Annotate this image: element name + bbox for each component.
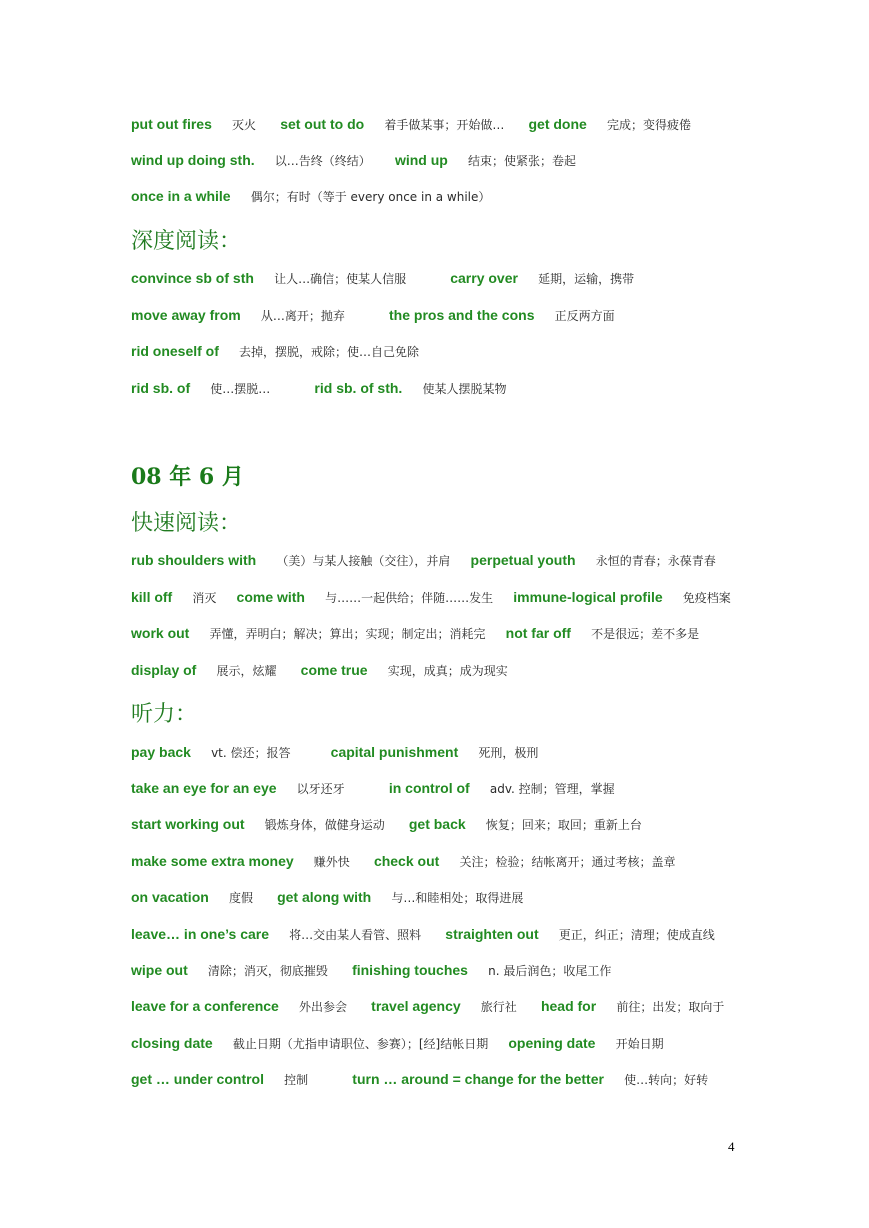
vocab-line [131, 961, 611, 981]
chinese-meaning: 结束；使紧张；卷起 [467, 154, 576, 168]
english-phrase: rid sb. of sth. [314, 380, 403, 396]
vocab-line [131, 1070, 708, 1090]
english-phrase: travel agency [371, 998, 461, 1014]
vocab-line [131, 743, 538, 763]
english-phrase: wind up doing sth. [131, 152, 255, 168]
chinese-meaning: 死刑，极刑 [478, 746, 539, 760]
english-phrase: pay back [131, 744, 191, 760]
english-phrase: leave… in one’s care [131, 926, 269, 942]
chinese-meaning: n. 最后润色；收尾工作 [488, 964, 612, 978]
chinese-meaning: 去掉，摆脱，戒除；使…自己免除 [239, 345, 420, 359]
chinese-meaning: 灭火 [232, 118, 257, 132]
english-phrase: get along with [277, 889, 372, 905]
vocab-line [131, 588, 731, 608]
english-phrase: kill off [131, 589, 173, 605]
chinese-meaning: 使某人摆脱某物 [422, 382, 507, 396]
english-phrase: not far off [505, 625, 571, 641]
vocab-line [131, 624, 699, 644]
english-phrase: start working out [131, 816, 245, 832]
vocab-line [131, 115, 691, 135]
chinese-meaning: 弄懂，弄明白；解决；算出；实现；制定出；消耗完 [209, 627, 486, 641]
vocab-line [131, 269, 634, 289]
chinese-meaning: 不是很远；差不多是 [591, 627, 700, 641]
chinese-meaning: 展示，炫耀 [216, 664, 277, 678]
english-phrase: closing date [131, 1035, 213, 1051]
vocab-line [131, 151, 576, 171]
english-phrase: rub shoulders with [131, 552, 257, 568]
vocab-line [131, 379, 506, 399]
chinese-meaning: 前往；出发；取向于 [616, 1000, 725, 1014]
english-phrase: rid oneself of [131, 343, 219, 359]
chinese-meaning: 控制 [284, 1073, 309, 1087]
english-phrase: once in a while [131, 188, 231, 204]
english-phrase: get back [408, 816, 466, 832]
section-title: 08 年 6 月 [131, 464, 244, 490]
vocab-line [131, 815, 642, 835]
english-phrase: convince sb of sth [131, 270, 254, 286]
chinese-meaning: 锻炼身体，做健身运动 [264, 818, 385, 832]
page-number: 4 [728, 1139, 735, 1154]
chinese-meaning: 永恒的青春；永葆青春 [595, 554, 716, 568]
english-phrase: on vacation [131, 889, 209, 905]
vocab-line [131, 187, 490, 207]
vocab-line [131, 925, 715, 945]
chinese-meaning: 外出参会 [299, 1000, 348, 1014]
english-phrase: get … under control [131, 1071, 264, 1087]
chinese-meaning: 让人…确信；使某人信服 [274, 272, 407, 286]
english-phrase: capital punishment [330, 744, 459, 760]
english-phrase: perpetual youth [470, 552, 576, 568]
english-phrase: turn … around = change for the better [352, 1071, 604, 1087]
chinese-meaning: 使…转向；好转 [624, 1073, 709, 1087]
chinese-meaning: 着手做某事；开始做… [384, 118, 505, 132]
chinese-meaning: adv. 控制；管理，掌握 [489, 782, 615, 796]
chinese-meaning: 延期，运输，携带 [538, 272, 635, 286]
vocab-line [131, 1034, 664, 1054]
chinese-meaning: vt. 偿还；报答 [211, 746, 291, 760]
english-phrase: head for [540, 998, 597, 1014]
chinese-meaning: 完成；变得疲倦 [606, 118, 691, 132]
heading-listening: 听力： [131, 702, 198, 727]
chinese-meaning: 赚外快 [313, 855, 350, 869]
english-phrase: get done [528, 116, 587, 132]
english-phrase: wipe out [131, 962, 188, 978]
english-phrase: finishing touches [352, 962, 468, 978]
vocab-line [131, 852, 675, 872]
chinese-meaning: 从…离开；抛弃 [260, 309, 345, 323]
chinese-meaning: （美）与某人接触（交往），并肩 [276, 554, 451, 568]
chinese-meaning: 实现，成真；成为现实 [387, 664, 508, 678]
english-phrase: move away from [131, 307, 241, 323]
english-phrase: carry over [450, 270, 518, 286]
chinese-meaning: 正反两方面 [554, 309, 615, 323]
english-phrase: come with [236, 589, 305, 605]
vocab-line [131, 888, 523, 908]
english-phrase: rid sb. of [131, 380, 191, 396]
english-phrase: check out [373, 853, 440, 869]
chinese-meaning: 开始日期 [615, 1037, 664, 1051]
chinese-meaning: 偶尔；有时（等于 every once in a while） [250, 190, 491, 204]
heading-deep-reading: 深度阅读： [131, 229, 242, 254]
vocab-line [131, 661, 508, 681]
chinese-meaning: 将…交由某人看管、照料 [289, 928, 422, 942]
english-phrase: opening date [508, 1035, 596, 1051]
chinese-meaning: 消灭 [192, 591, 217, 605]
english-phrase: wind up [394, 152, 448, 168]
chinese-meaning: 旅行社 [480, 1000, 517, 1014]
vocab-line [131, 551, 716, 571]
english-phrase: straighten out [445, 926, 539, 942]
chinese-meaning: 与…和睦相处；取得进展 [391, 891, 524, 905]
english-phrase: put out fires [131, 116, 212, 132]
chinese-meaning: 使…摆脱… [210, 382, 271, 396]
vocab-line [131, 342, 419, 362]
english-phrase: leave for a conference [131, 998, 279, 1014]
chinese-meaning: 免疫档案 [682, 591, 731, 605]
chinese-meaning: 与……一起供给；伴随……发生 [325, 591, 494, 605]
chinese-meaning: 关注；检验；结帐离开；通过考核；盖章 [459, 855, 676, 869]
chinese-meaning: 更正，纠正；清理；使成直线 [558, 928, 715, 942]
vocab-line [131, 306, 615, 326]
english-phrase: display of [131, 662, 197, 678]
heading-fast-reading: 快速阅读： [131, 511, 242, 536]
english-phrase: set out to do [280, 116, 365, 132]
english-phrase: in control of [388, 780, 470, 796]
english-phrase: work out [131, 625, 190, 641]
english-phrase: take an eye for an eye [131, 780, 277, 796]
chinese-meaning: 以…告终（终结） [274, 154, 371, 168]
english-phrase: immune-logical profile [513, 589, 663, 605]
chinese-meaning: 度假 [228, 891, 253, 905]
vocab-line [131, 779, 615, 799]
english-phrase: make some extra money [131, 853, 294, 869]
chinese-meaning: 清除；消灭，彻底摧毁 [207, 964, 328, 978]
english-phrase: come true [300, 662, 368, 678]
chinese-meaning: 截止日期（尤指申请职位、参赛）；[经]结帐日期 [232, 1037, 489, 1051]
vocab-line [131, 997, 724, 1017]
chinese-meaning: 以牙还牙 [296, 782, 345, 796]
chinese-meaning: 恢复；回来；取回；重新上台 [485, 818, 642, 832]
english-phrase: the pros and the cons [389, 307, 535, 323]
